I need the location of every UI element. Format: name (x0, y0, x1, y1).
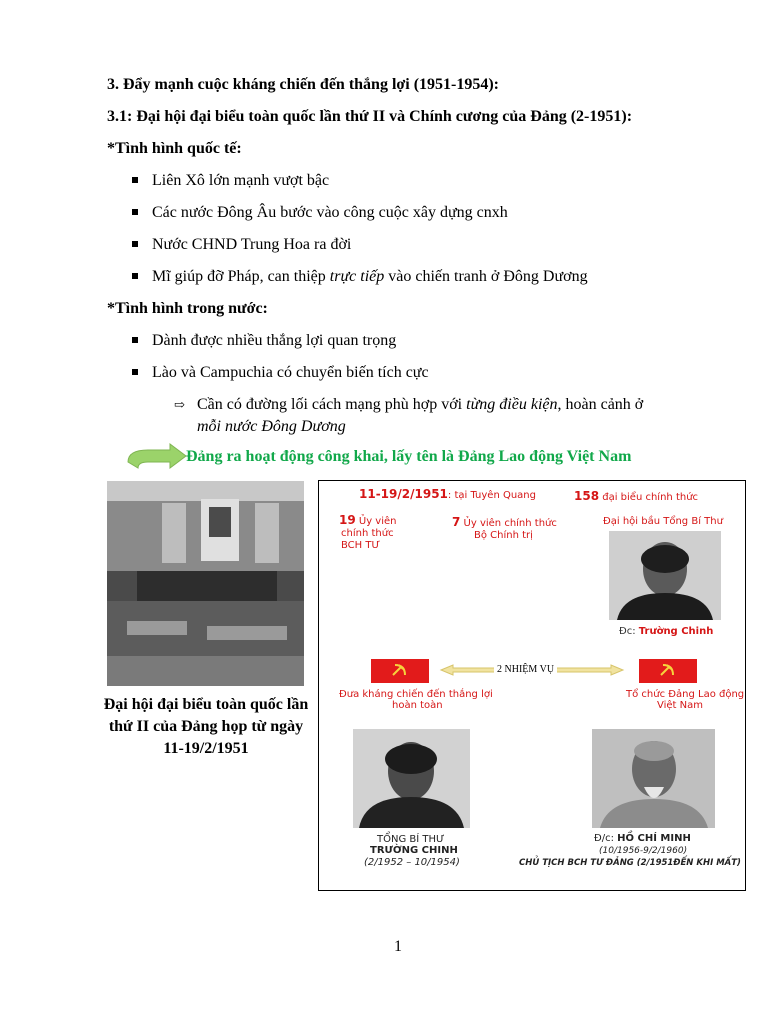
ho-chi-minh-portrait (592, 729, 715, 828)
page-number: 1 (394, 938, 402, 955)
curved-arrow-icon (124, 442, 188, 472)
hcm-life: (10/1956-9/2/1960) (599, 846, 688, 856)
list-item: Nước CHND Trung Hoa ra đời (152, 236, 352, 253)
list-item: Mĩ giúp đỡ Pháp, can thiệp trực tiếp vào chiến tranh ở Đông Dương (152, 268, 588, 285)
truong-chinh-portrait (609, 531, 721, 620)
general-secretary-name: TRƯỜNG CHINH (370, 845, 458, 856)
conclusion-heading: Đảng ra hoạt động công khai, lấy tên là Đảng Lao động Việt Nam (186, 448, 632, 465)
delegates-line: 158 đại biểu chính thức (574, 489, 699, 503)
list-item: Các nước Đông Âu bước vào công cuộc xây dựng cnxh (152, 204, 508, 221)
hcm-name-line: Đ/c: HỒ CHÍ MINH (594, 833, 691, 844)
politburo-count: 7 Ủy viên chính thức (452, 515, 557, 529)
bullet-icon (132, 241, 138, 247)
central-committee-count: 19 Ủy viên (339, 513, 397, 527)
subsection-heading: 3.1: Đại hội đại biểu toàn quốc lần thứ II và Chính cương của Đảng (2-1951): (107, 108, 633, 125)
general-secretary-title: TỔNG BÍ THƯ (377, 834, 445, 845)
bullet-icon (132, 273, 138, 279)
hcm-role: CHỦ TỊCH BCH TƯ ĐẢNG (2/1951ĐẾN KHI MẤT) (519, 858, 741, 868)
info-panel (318, 480, 746, 891)
truong-chinh-portrait (353, 729, 470, 828)
task-2: Tổ chức Đảng Lao động (626, 689, 745, 700)
task-2-cont: Việt Nam (657, 700, 704, 711)
arrow-right-icon: ⇨ (174, 397, 185, 412)
list-item: Dành được nhiều thắng lợi quan trọng (152, 332, 397, 349)
central-committee-label: BCH TƯ (341, 540, 381, 551)
section-heading: 3. Đẩy mạnh cuộc kháng chiến đến thắng lợi (1951-1954): (107, 76, 500, 93)
domestic-title: *Tình hình trong nước: (107, 300, 268, 317)
international-title: *Tình hình quốc tế: (107, 140, 242, 157)
elected-name: Đc: Trường Chinh (619, 626, 714, 637)
list-item: Lào và Campuchia có chuyển biến tích cực (152, 364, 429, 381)
congress-date-line: 11-19/2/1951: tại Tuyên Quang (359, 487, 536, 501)
central-committee-label: chính thức (341, 528, 394, 539)
congress-photo (107, 481, 304, 686)
tasks-label: 2 NHIỆM VỤ (494, 664, 557, 676)
task-1-cont: hoàn toàn (392, 700, 443, 711)
list-item: Liên Xô lớn mạnh vượt bậc (152, 172, 330, 189)
bullet-icon (132, 209, 138, 215)
bullet-icon (132, 369, 138, 375)
hammer-sickle-icon (389, 661, 409, 681)
bullet-icon (132, 337, 138, 343)
task-1: Đưa kháng chiến đến thắng lợi (339, 689, 493, 700)
general-secretary-term: (2/1952 – 10/1954) (364, 857, 460, 868)
sub-conclusion: Cần có đường lối cách mạng phù hợp với từng điều kiện, hoàn cảnh ở (197, 396, 644, 413)
sub-conclusion-cont: mỗi nước Đông Dương (197, 418, 346, 435)
bullet-icon (132, 177, 138, 183)
photo-caption: Đại hội đại biểu toàn quốc lần thứ II của Đảng họp từ ngày 11-19/2/1951 (103, 696, 309, 757)
politburo-label: Bộ Chính trị (474, 530, 533, 541)
hammer-sickle-icon (657, 661, 677, 681)
election-note: Đại hội bầu Tổng Bí Thư (603, 516, 723, 527)
